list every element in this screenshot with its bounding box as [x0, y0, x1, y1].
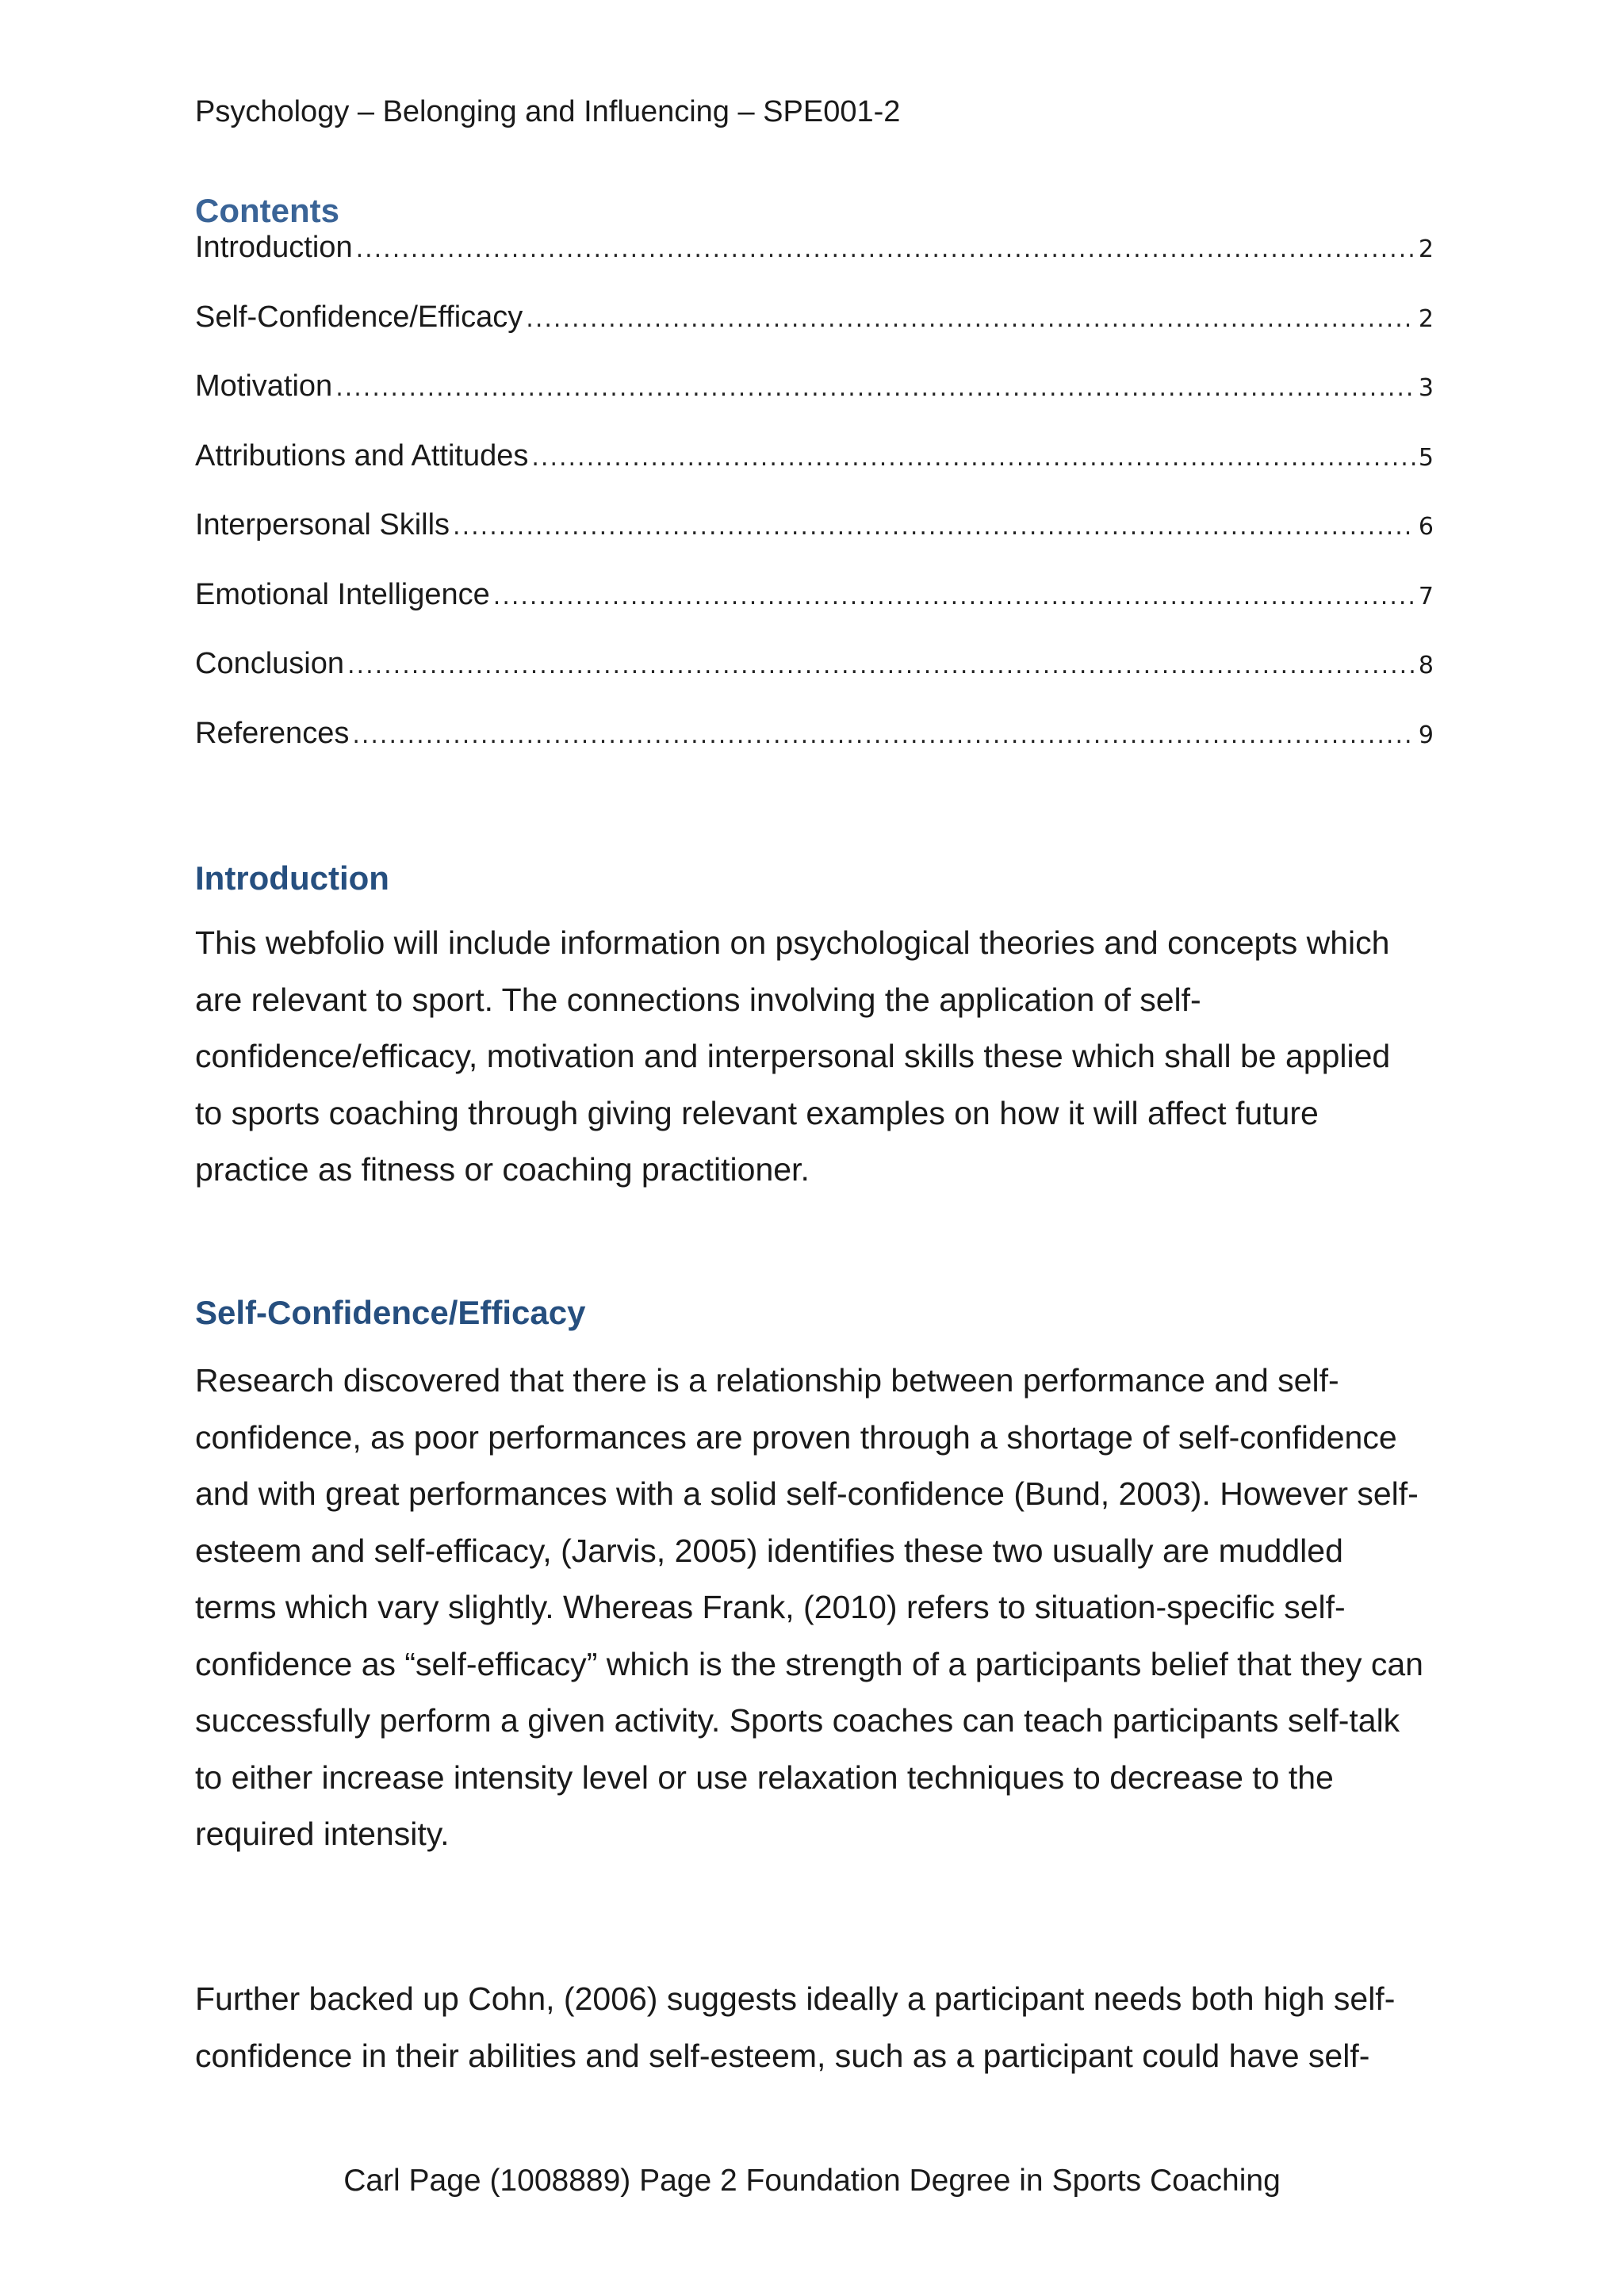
- introduction-heading: Introduction: [195, 859, 389, 897]
- toc-entry-page: 9: [1418, 721, 1434, 749]
- toc-entry-page: 2: [1418, 235, 1434, 263]
- page-header: Psychology – Belonging and Influencing – SPE001-2: [195, 95, 901, 128]
- toc-entry-label: Self-Confidence/Efficacy: [195, 300, 523, 334]
- self-confidence-heading: Self-Confidence/Efficacy: [195, 1294, 586, 1331]
- toc-leader-dots: [347, 644, 1415, 688]
- toc-entry-page: 8: [1418, 652, 1434, 679]
- toc-entry-page: 6: [1418, 513, 1434, 541]
- toc-entry-attributions[interactable]: [195, 434, 1434, 503]
- toc-entry-self-confidence[interactable]: [195, 295, 1434, 365]
- introduction-paragraph: This webfolio will include information on psychological theories and concepts which are relevant to sport. The connections involving the application of self-confidence/efficacy, motivation and interpersonal skills these which shall be applied to sports coaching through giving relevant examples on how it will affect future practice as fitness or coaching practitioner.: [195, 924, 1391, 1188]
- toc-entry-label: Interpersonal Skills: [195, 508, 450, 541]
- toc-entry-references[interactable]: [195, 711, 1434, 781]
- toc-entry-label: Emotional Intelligence: [195, 577, 490, 611]
- toc-entry-interpersonal[interactable]: [195, 503, 1434, 572]
- table-of-contents: [195, 225, 1434, 780]
- toc-leader-dots: [493, 575, 1415, 619]
- toc-entry-page: 5: [1418, 443, 1434, 472]
- toc-entry-label: Conclusion: [195, 647, 344, 680]
- toc-entry-page: 7: [1418, 582, 1434, 610]
- toc-entry-motivation[interactable]: [195, 364, 1434, 434]
- contents-title: Contents: [195, 192, 339, 229]
- toc-entry-page: 2: [1418, 304, 1434, 333]
- toc-entry-label: Introduction: [195, 231, 353, 264]
- toc-entry-conclusion[interactable]: [195, 641, 1434, 711]
- toc-entry-label: References: [195, 716, 350, 750]
- toc-entry-label: Attributions and Attitudes: [195, 438, 529, 473]
- toc-entry-page: 3: [1418, 374, 1434, 402]
- self-confidence-paragraph-2: Further backed up Cohn, (2006) suggests ideally a participant needs both high self-confidence in their abilities and self-esteem, such as a participant could have self-: [195, 1980, 1396, 2074]
- self-confidence-paragraph-1: Research discovered that there is a relationship between performance and self-confidence, as poor performances are proven through a shortage of self-confidence and with great performances with a solid self-confidence (Bund, 2003). However self-esteem and self-efficacy, (Jarvis, 2005) identifies these two usually are muddled terms which vary slightly. Whereas Frank, (2010) refers to situation-specific self-confidence as “self-efficacy” which is the strength of a participants belief that they can successfully perform a given activity. Sports coaches can teach participants self-talk to either increase intensity level or use relaxation techniques to decrease to the required intensity.: [195, 1362, 1423, 1852]
- page-footer: Carl Page (1008889) Page 2 Foundation Degree in Sports Coaching: [343, 2164, 1281, 2198]
- toc-leader-dots: [352, 714, 1415, 758]
- toc-entry-introduction[interactable]: [195, 225, 1434, 295]
- toc-leader-dots: [526, 297, 1415, 342]
- toc-entry-emotional[interactable]: [195, 572, 1434, 642]
- toc-leader-dots: [531, 436, 1415, 480]
- toc-leader-dots: [356, 228, 1415, 272]
- toc-leader-dots: [335, 366, 1415, 411]
- toc-entry-label: Motivation: [195, 369, 333, 403]
- toc-leader-dots: [453, 505, 1415, 549]
